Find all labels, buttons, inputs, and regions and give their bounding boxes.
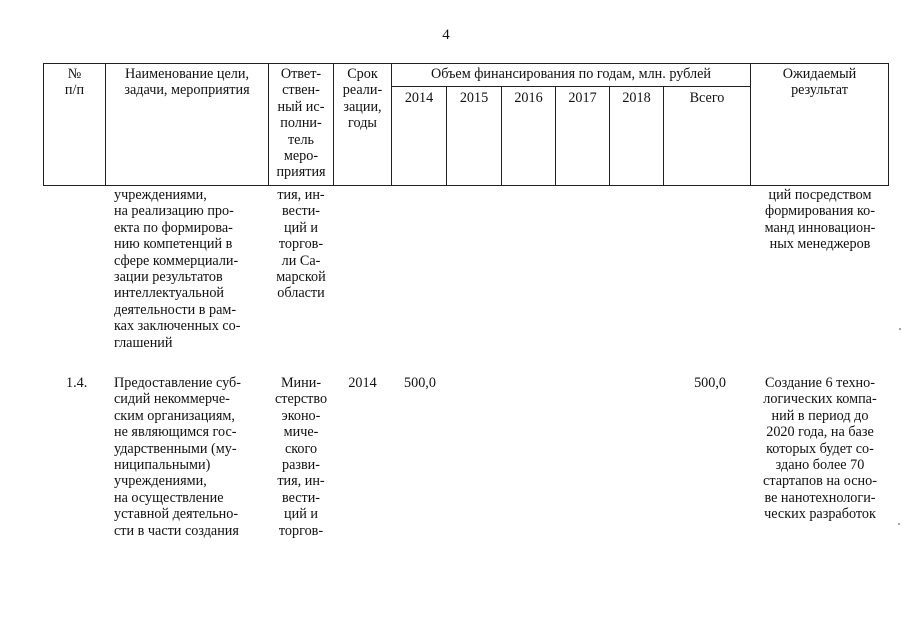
header-term: Срок реали- зации, годы bbox=[342, 66, 383, 132]
row-1-4-result: Создание 6 техно- логических компа- ний в период до 2020 года, на базе которых будет со- здано более 70 стартапов на осно- ве нанотехнологи- ческих разработок bbox=[763, 375, 877, 523]
header-name: Наименование цели, задачи, мероприятия bbox=[124, 66, 250, 99]
continuation-result: ций посредством формирования ко- манд инновацион- ных менеджеров bbox=[764, 187, 876, 253]
header-year-2018: 2018 bbox=[622, 90, 651, 106]
row-1-4-2014: 500,0 bbox=[404, 375, 436, 391]
header-year-2014: 2014 bbox=[404, 90, 434, 106]
continuation-responsible: тия, ин- вести- ций и торгов- ли Са- марской области bbox=[276, 187, 326, 302]
header-year-2015: 2015 bbox=[459, 90, 489, 106]
row-1-4-responsible: Мини- стерство эконо- миче- ского разви- тия, ин- вести- ций и торгов- bbox=[274, 375, 328, 539]
row-1-4-num: 1.4. bbox=[66, 375, 88, 391]
row-1-4-name: Предоставление суб- сидий некоммерче- ским организациям, не являющимся гос- ударственными (му- ниципальными) учреждениями, на осуществление уставной деятельно- сти в части создания bbox=[114, 375, 241, 539]
row-1-4-total: 500,0 bbox=[694, 375, 726, 391]
row-1-4-term: 2014 bbox=[348, 375, 377, 391]
header-year-2016: 2016 bbox=[514, 90, 543, 106]
header-num: № п/п bbox=[64, 66, 85, 99]
scan-speck bbox=[899, 328, 901, 330]
page-number: 4 bbox=[442, 27, 450, 43]
header-total: Всего bbox=[689, 90, 725, 106]
header-responsible: Ответ- ствен- ный ис- полни- тель меро- приятия bbox=[276, 66, 326, 181]
header-year-2017: 2017 bbox=[568, 90, 597, 106]
header-financing: Объем финансирования по годам, млн. рублей bbox=[430, 66, 712, 82]
scan-speck bbox=[898, 523, 900, 525]
continuation-name: учреждениями, на реализацию про- екта по формирова- нию компетенций в сфере коммерциали- зации результатов интеллектуальной деятельности в рам- ках заключенных со- глашений bbox=[114, 187, 241, 351]
header-result: Ожидаемый результат bbox=[782, 66, 857, 99]
